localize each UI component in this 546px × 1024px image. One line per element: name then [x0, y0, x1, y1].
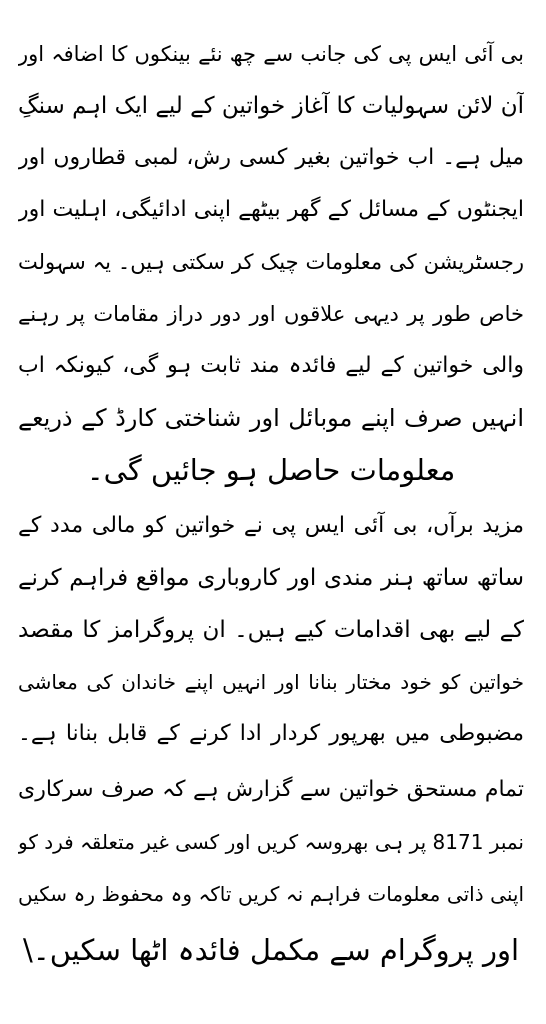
text-line: مزید برآں، بی آئی ایس پی نے خواتین کو مالی مدد کے	[18, 513, 524, 538]
text-line: اپنی ذاتی معلومات فراہم نہ کریں تاکہ وہ محفوظ رہ سکیں	[18, 882, 524, 906]
text-line: نمبر 8171 پر ہی بھروسہ کریں اور کسی غیر متعلقہ فرد کو	[18, 830, 524, 854]
text-line: تمام مستحق خواتین سے گزارش ہے کہ صرف سرکاری	[18, 777, 524, 802]
text-line: آن لائن سہولیات کا آغاز خواتین کے لیے ایک اہم سنگِ	[18, 93, 524, 119]
text-line: انہیں صرف اپنے موبائل اور شناختی کارڈ کے ذریعے	[18, 404, 524, 432]
text-line: خاص طور پر دیہی علاقوں اور دور دراز مقامات پر رہنے	[18, 302, 524, 326]
text-line: ساتھ ساتھ ہنر مندی اور کاروباری مواقع فراہم کرنے	[18, 565, 524, 591]
text-line: بی آئی ایس پی کی جانب سے چھ نئے بینکوں کا اضافہ اور	[18, 42, 524, 66]
text-line: کے لیے بھی اقدامات کیے ہیں۔ ان پروگرامز کا مقصد	[18, 617, 524, 643]
text-line: والی خواتین کے لیے فائدہ مند ثابت ہو گی، کیونکہ اب	[18, 353, 524, 378]
text-line: مضبوطی میں بھرپور کردار ادا کرنے کے قابل بنانا ہے۔	[18, 721, 524, 746]
text-line-last: معلومات حاصل ہو جائیں گی۔	[86, 453, 456, 487]
text-line: رجسٹریشن کی معلومات چیک کر سکتی ہیں۔ یہ سہولت	[18, 250, 524, 274]
text-line-last: اور پروگرام سے مکمل فائدہ اٹھا سکیں۔\	[22, 933, 520, 967]
text-line: ایجنٹوں کے مسائل کے گھر بیٹھے اپنی ادائیگی، اہلیت اور	[18, 197, 524, 222]
text-line: میل ہے۔ اب خواتین بغیر کسی رش، لمبی قطاروں اور	[18, 145, 524, 170]
text-line: خواتین کو خود مختار بنانا اور انہیں اپنے خاندان کی معاشی	[18, 670, 524, 694]
